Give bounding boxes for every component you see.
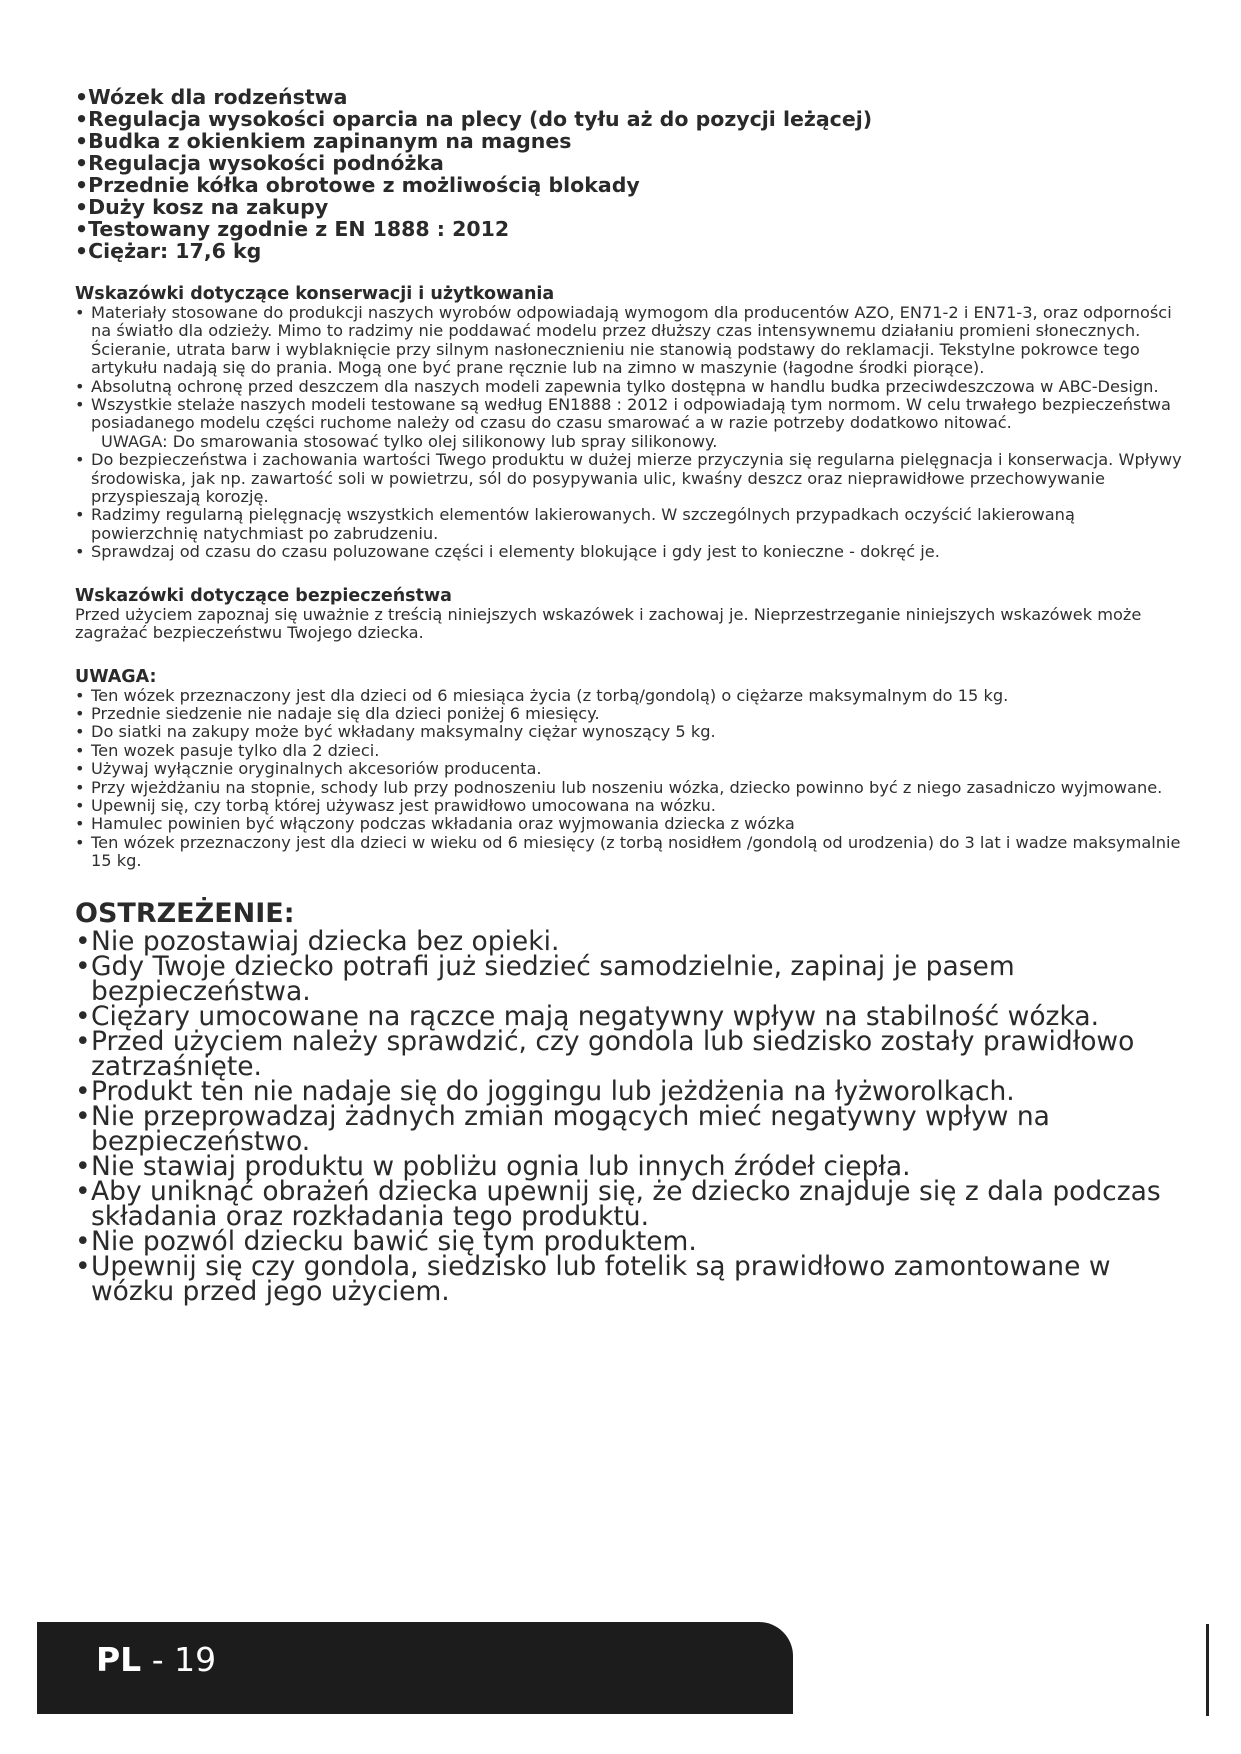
feature-list [75,86,1185,262]
list-item-text: Upewnij się, czy torbą której używasz jest prawidłowo umocowana na wózku. [91,795,716,815]
bullet-icon: • [75,1225,91,1257]
feature-item: •Ciężar: 17,6 kg [75,239,262,263]
bullet-icon: • [75,450,85,470]
list-item-text: Materiały stosowane do produkcji naszych wyrobów odpowiadają wymogom dla producentów AZO, EN71-2 i EN71-3, oraz odporności na światło dla odzieży. Mimo to radzimy nie poddawać modelu przez dłuższy czas intensywnemu działaniu promieni słonecznych. Ścieranie, utrata barw i wyblaknięcie przy silnym nasłonecznieniu nie stanowią podstawy do reklamacji. Tekstylne pokrowce tego artykułu nadają się do prania. Mogą one być prane ręcznie lub na zimno w maszynie (łagodne środki piorące). [91,303,1172,378]
feature-item: •Duży kosz na zakupy [75,195,329,219]
list-item-text: Do bezpieczeństwa i zachowania wartości Twego produktu w dużej mierze przyczynia się regularna pielęgnacja i konserwacja. Wpływy środowiska, jak np. zawartość soli w powietrzu, sól do posypywania ulic, kwaśny deszcz oraz nieprawidłowe przechowywanie przyspieszają korozję. [91,450,1182,507]
bullet-icon: • [75,950,91,982]
bullet-icon: • [75,832,85,852]
list-item [75,396,1185,433]
bullet-icon: • [75,685,85,705]
list-item [75,304,1185,378]
bullet-icon: • [75,376,85,396]
bullet-icon: • [75,395,85,415]
bullet-icon: • [75,1150,91,1182]
page-content [75,85,1185,1307]
feature-item: •Regulacja wysokości podnóżka [75,151,444,175]
uwaga-list [75,687,1185,871]
bullet-icon: • [75,777,85,797]
list-item [75,378,1185,396]
list-item-text: Absolutną ochronę przed deszczem dla naszych modeli zapewnia tylko dostępna w handlu budka przeciwdeszczowa w ABC-Design. [91,376,1159,396]
feature-item: •Testowany zgodnie z EN 1888 : 2012 [75,217,510,241]
uwaga-section [75,667,1185,871]
list-item [75,1025,1185,1082]
list-item [75,1100,1185,1157]
list-item [75,687,1185,705]
list-item-text: Nie pozwól dziecku bawić się tym produktem. [91,1225,697,1257]
page-number [96,1640,216,1680]
list-item-text: Produkt ten nie nadaje się do joggingu lub jeżdżenia na łyżworolkach. [91,1075,1015,1107]
list-item-text: Nie przeprowadzaj żadnych zmian mogących mieć negatywny wpływ na bezpieczeństwo. [91,1100,1050,1157]
safety-text: Przed użyciem zapoznaj się uważnie z treścią niniejszych wskazówek i zachowaj je. Nieprzestrzeganie niniejszych wskazówek może zagrażać bezpieczeństwu Twojego dziecka. [75,604,1142,643]
warning-list [75,925,1185,1307]
safety-section [75,586,1185,643]
list-item [75,1250,1185,1307]
list-item [75,506,1185,543]
bullet-icon: • [75,925,91,957]
list-item-text: Przednie siedzenie nie nadaje się dla dzieci poniżej 6 miesięcy. [91,703,600,723]
feature-item: •Budka z okienkiem zapinanym na magnes [75,129,572,153]
margin-rule [1206,1624,1209,1716]
list-item-text: Radzimy regularną pielęgnację wszystkich elementów lakierowanych. W szczególnych przypadkach oczyścić lakierowaną powierzchnię natychmiast po zabrudzeniu. [91,505,1075,543]
list-item-text: Nie pozostawiaj dziecka bez opieki. [91,925,560,957]
list-item [75,779,1185,797]
bullet-icon: • [75,814,85,834]
maintenance-heading: Wskazówki dotyczące konserwacji i użytkowania [75,284,555,304]
list-item [75,834,1185,871]
feature-item: •Przednie kółka obrotowe z możliwością blokady [75,173,640,197]
list-item-text: Do siatki na zakupy może być wkładany maksymalny ciężar wynoszący 5 kg. [91,722,716,742]
bullet-icon: • [75,1250,91,1282]
maintenance-section [75,284,1185,562]
list-item [75,950,1185,1007]
list-item-text: Wszystkie stelaże naszych modeli testowane są według EN1888 : 2012 i odpowiadają tym normom. W celu trwałego bezpieczeństwa posiadanego modelu części ruchome należy od czasu do czasu smarować a w razie potrzeby dodatkowo nitować. [91,395,1171,433]
list-item-text: Przy wjeżdżaniu na stopnie, schody lub przy podnoszeniu lub noszeniu wózka, dziecko powinno być z niego zasadniczo wyjmowane. [91,777,1163,797]
list-item [75,543,1185,561]
maintenance-list-2 [75,451,1185,561]
feature-item: •Wózek dla rodzeństwa [75,85,348,109]
bullet-icon: • [75,1025,91,1057]
bullet-icon: • [75,740,85,760]
feature-item: •Regulacja wysokości oparcia na plecy (do tyłu aż do pozycji leżącej) [75,107,873,131]
bullet-icon: • [75,759,85,779]
bullet-icon: • [75,1000,91,1032]
maintenance-list [75,304,1185,433]
list-item [75,723,1185,741]
bullet-icon: • [75,722,85,742]
list-item [75,797,1185,815]
bullet-icon: • [75,1075,91,1107]
list-item-text: Gdy Twoje dziecko potrafi już siedzieć samodzielnie, zapinaj je pasem bezpieczeństwa. [91,950,1015,1007]
list-item-text: Hamulec powinien być włączony podczas wkładania oraz wyjmowania dziecka z wózka [91,814,795,834]
page-separator: - [141,1640,175,1679]
list-item-text: Ciężary umocowane na rączce mają negatywny wpływ na stabilność wózka. [91,1000,1100,1032]
uwaga-heading: UWAGA: [75,666,157,687]
bullet-icon: • [75,542,85,562]
safety-heading: Wskazówki dotyczące bezpieczeństwa [75,585,452,606]
list-item-text: Sprawdzaj od czasu do czasu poluzowane części i elementy blokujące i gdy jest to konieczne - dokręć je. [91,542,940,562]
bullet-icon: • [75,703,85,723]
bullet-icon: • [75,795,85,815]
list-item [75,451,1185,506]
warning-heading: OSTRZEŻENIE: [75,897,295,929]
bullet-icon: • [75,1100,91,1132]
list-item-text: Ten wózek przeznaczony jest dla dzieci w wieku od 6 miesięcy (z torbą nosidłem /gondolą od urodzenia) do 3 lat i wadze maksymalnie 15 kg. [91,832,1181,871]
list-item [75,742,1185,760]
list-item-text: Aby uniknąć obrażeń dziecka upewnij się, że dziecko znajduje się z dala podczas składania oraz rozkładania tego produktu. [91,1175,1161,1232]
list-item [75,760,1185,778]
warning-section [75,897,1185,1307]
list-item-text: Ten wozek pasuje tylko dla 2 dzieci. [91,740,380,760]
list-item [75,705,1185,723]
bullet-icon: • [75,505,85,525]
language-code: PL [96,1640,142,1679]
list-item-text: Nie stawiaj produktu w pobliżu ognia lub innych źródeł ciepła. [91,1150,911,1182]
page-number-value: 19 [174,1640,217,1679]
lubrication-note: UWAGA: Do smarowania stosować tylko olej silikonowy lub spray silikonowy. [101,431,718,451]
list-item [75,815,1185,833]
list-item [75,1175,1185,1232]
list-item-text: Przed użyciem należy sprawdzić, czy gondola lub siedzisko zostały prawidłowo zatrzaśnięte. [91,1025,1135,1082]
list-item-text: Upewnij się czy gondola, siedzisko lub fotelik są prawidłowo zamontowane w wózku przed jego użyciem. [91,1250,1111,1307]
list-item-text: Używaj wyłącznie oryginalnych akcesoriów producenta. [91,759,542,779]
bullet-icon: • [75,1175,91,1207]
list-item-text: Ten wózek przeznaczony jest dla dzieci od 6 miesiąca życia (z torbą/gondolą) o ciężarze maksymalnym do 15 kg. [91,685,1009,705]
bullet-icon: • [75,303,85,322]
